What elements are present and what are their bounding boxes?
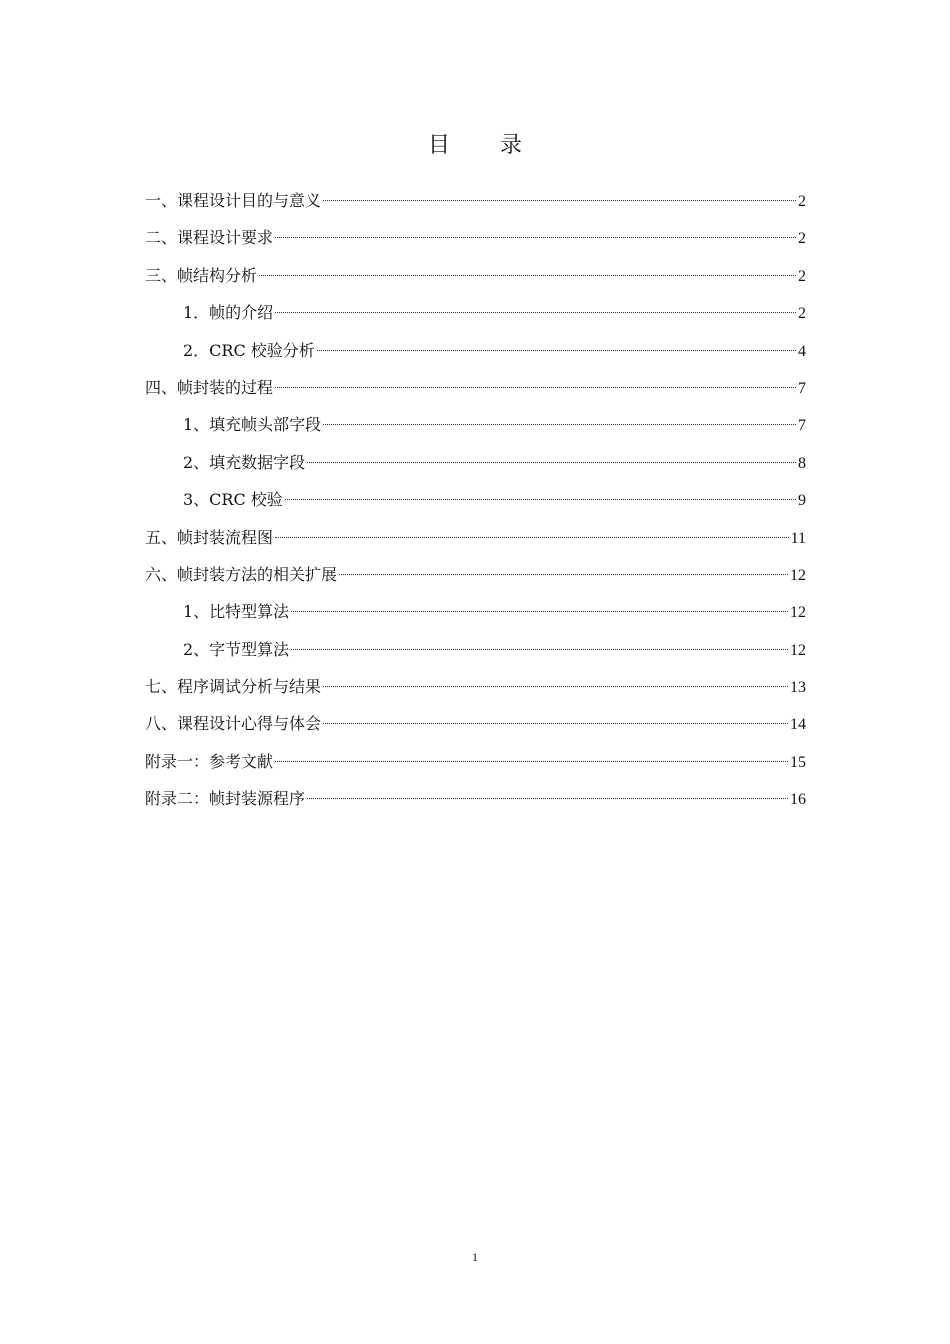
toc-entry-page: 13 [790, 679, 806, 697]
dot-leader [275, 312, 796, 313]
toc-entry[interactable] [145, 780, 806, 817]
toc-entry-page: 2 [798, 267, 806, 285]
toc-entry[interactable] [145, 743, 806, 780]
dot-leader [275, 761, 788, 762]
toc-entry-page: 8 [798, 454, 806, 472]
toc-entry[interactable] [145, 369, 806, 406]
toc-list [145, 182, 806, 818]
toc-entry-label: 2、字节型算法 [183, 639, 290, 659]
toc-entry[interactable] [145, 705, 806, 742]
dot-leader [259, 275, 796, 276]
toc-entry[interactable] [145, 668, 806, 705]
toc-entry-label: 四、帧封装的过程 [145, 377, 274, 397]
toc-subentry[interactable] [145, 444, 806, 481]
toc-entry[interactable] [145, 556, 806, 593]
toc-entry-page: 2 [798, 305, 806, 323]
dot-leader [323, 723, 788, 724]
page-number: 1 [472, 1250, 478, 1264]
toc-subentry[interactable] [145, 294, 806, 331]
dot-leader [323, 424, 796, 425]
toc-entry-label: 八、课程设计心得与体会 [145, 714, 322, 734]
toc-subentry[interactable] [145, 631, 806, 668]
toc-entry-label: 六、帧封装方法的相关扩展 [145, 564, 338, 584]
toc-entry-page: 12 [790, 604, 806, 622]
toc-entry-label: 2、填充数据字段 [183, 452, 306, 472]
dot-leader [291, 611, 788, 612]
toc-entry-label: 1、比特型算法 [183, 602, 290, 622]
toc-entry-label: 1．帧的介绍 [183, 303, 274, 323]
toc-entry-label: 3、CRC 校验 [183, 490, 283, 510]
toc-entry[interactable] [145, 519, 806, 556]
toc-entry-page: 2 [798, 193, 806, 210]
toc-title [0, 128, 950, 159]
toc-entry-label: 二、课程设计要求 [145, 228, 274, 248]
dot-leader [307, 798, 788, 799]
toc-entry[interactable] [145, 219, 806, 256]
toc-entry-label: 附录一：参考文献 [145, 751, 274, 771]
dot-leader [323, 200, 796, 201]
toc-entry-label: 一、课程设计目的与意义 [145, 191, 322, 210]
toc-entry-page: 4 [798, 342, 806, 360]
toc-entry-page: 7 [798, 417, 806, 435]
toc-title-char-2: 录 [500, 133, 523, 158]
dot-leader [275, 537, 789, 538]
dot-leader [291, 649, 788, 650]
toc-subentry[interactable] [145, 332, 806, 369]
toc-entry-label: 三、帧结构分析 [145, 265, 258, 285]
toc-entry-page: 2 [798, 230, 806, 248]
dot-leader [323, 686, 788, 687]
toc-entry[interactable] [145, 257, 806, 294]
toc-entry-label: 2．CRC 校验分析 [183, 340, 315, 360]
toc-subentry[interactable] [145, 406, 806, 443]
toc-entry-label: 七、程序调试分析与结果 [145, 677, 322, 697]
dot-leader [339, 574, 788, 575]
toc-subentry[interactable] [145, 593, 806, 630]
toc-entry-page: 14 [790, 716, 806, 734]
toc-entry-label: 附录二：帧封装源程序 [145, 789, 306, 809]
toc-entry-page: 12 [790, 566, 806, 584]
toc-entry-page: 16 [790, 791, 806, 809]
toc-subentry[interactable] [145, 481, 806, 518]
toc-entry[interactable] [145, 182, 806, 219]
toc-entry-page: 15 [790, 753, 806, 771]
toc-entry-label: 五、帧封装流程图 [145, 527, 274, 547]
toc-title-char-1: 目 [427, 133, 450, 158]
dot-leader [317, 350, 796, 351]
toc-entry-label: 1、填充帧头部字段 [183, 415, 322, 435]
dot-leader [307, 462, 796, 463]
toc-entry-page: 12 [790, 641, 806, 659]
dot-leader [275, 237, 796, 238]
toc-entry-page: 9 [798, 492, 806, 510]
toc-entry-page: 11 [790, 529, 806, 547]
dot-leader [275, 387, 796, 388]
toc-entry-page: 7 [798, 379, 806, 397]
dot-leader [285, 499, 796, 500]
